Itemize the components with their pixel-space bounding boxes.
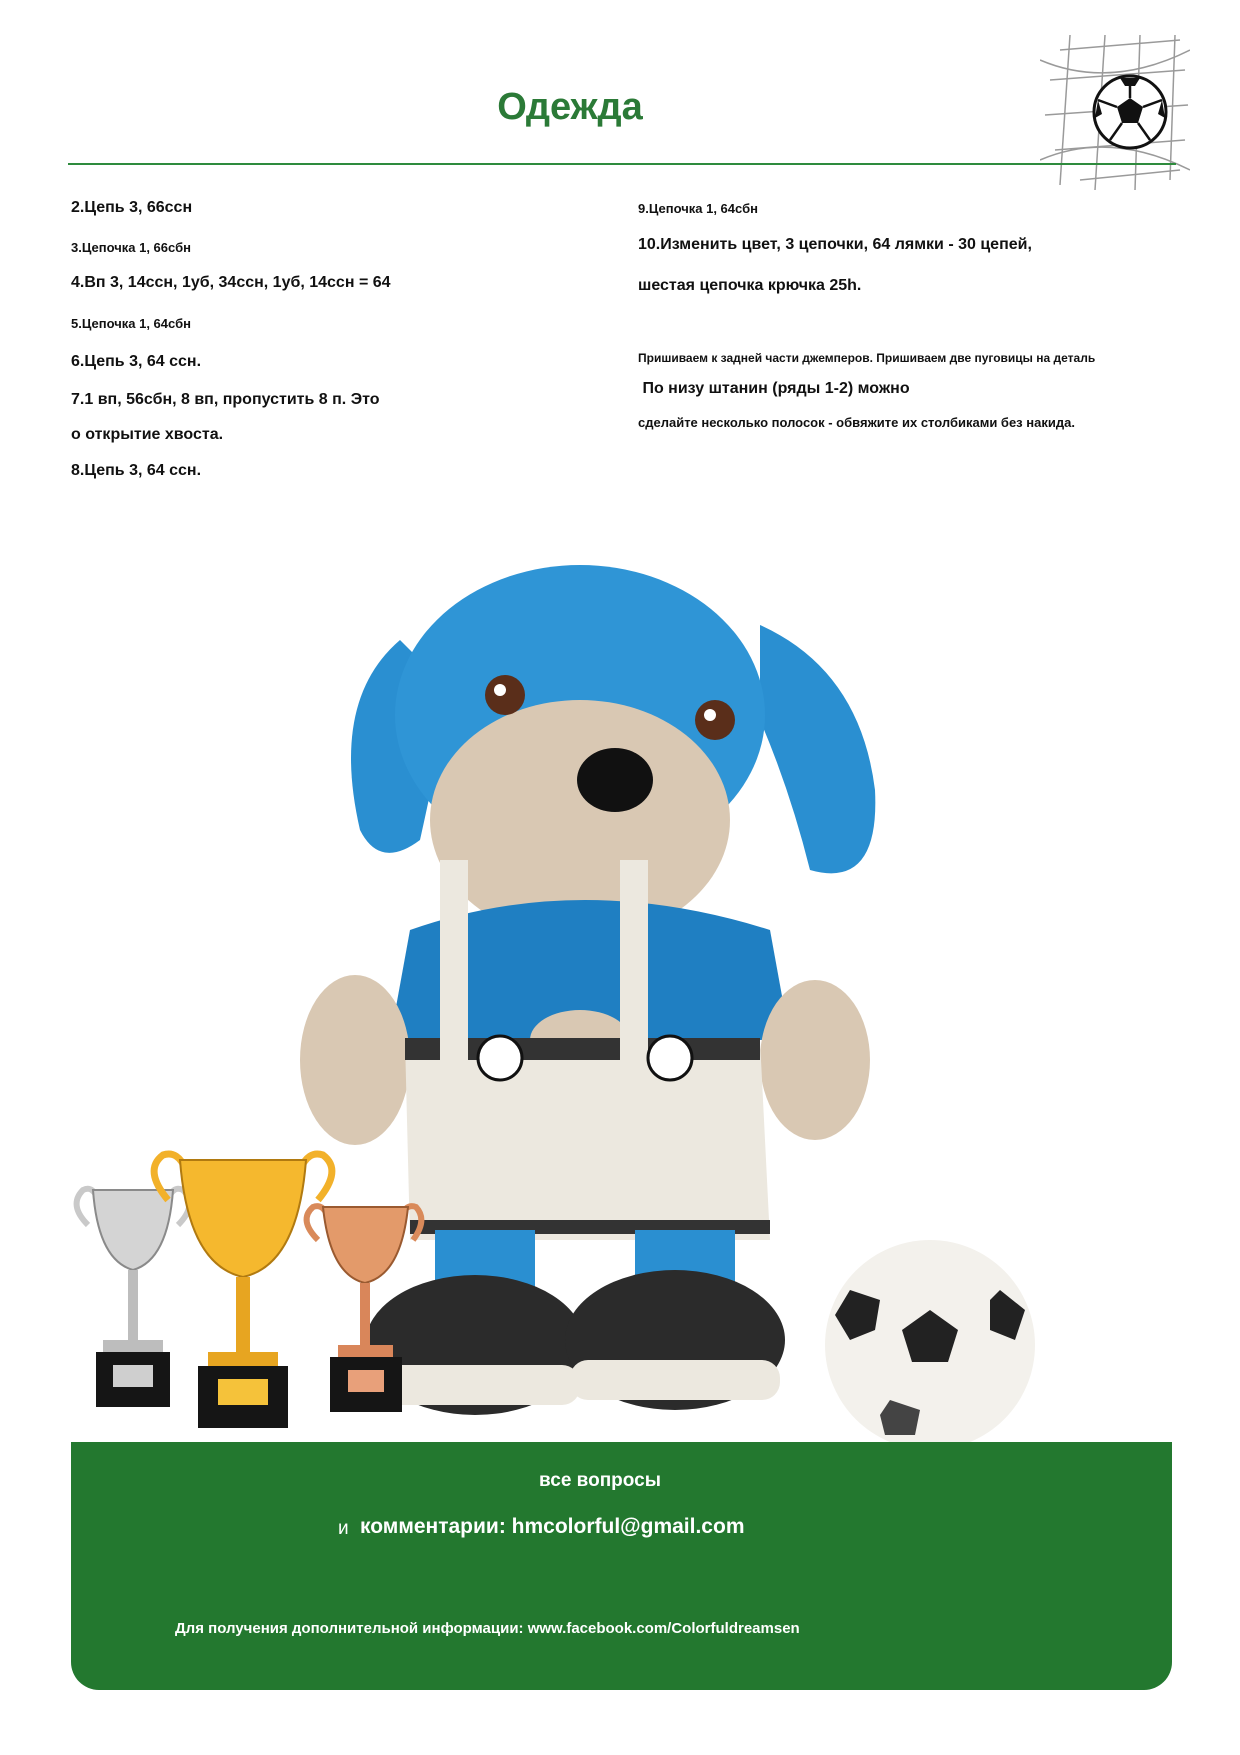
instruction-row-10-cont: шестая цепочка крючка 25h. — [638, 277, 862, 294]
instruction-row-8: 8.Цепь 3, 64 ссн. — [71, 462, 202, 479]
instruction-row-6: 6.Цепь 3, 64 ссн. — [71, 353, 202, 370]
title-divider — [68, 163, 1176, 165]
instruction-row-4: 4.Вп 3, 14ссн, 1уб, 34ссн, 1уб, 14ссн = 64 — [71, 274, 391, 291]
trophy-bronze-icon — [307, 1206, 422, 1412]
note-trouser-bottom: По низу штанин (ряды 1-2) можно — [638, 380, 910, 397]
note-sew-back: Пришиваем к задней части джемперов. Пришиваем две пуговицы на деталь — [638, 351, 1096, 365]
instruction-row-10: 10.Изменить цвет, 3 цепочки, 64 лямки - 30 цепей, — [638, 236, 1032, 253]
instruction-row-5: 5.Цепочка 1, 64сбн — [71, 316, 191, 331]
instruction-row-9: 9.Цепочка 1, 64сбн — [638, 201, 758, 216]
footer-and: и — [338, 1518, 349, 1539]
instruction-row-7-cont: о открытие хвоста. — [71, 426, 224, 443]
trophy-gold-icon — [154, 1154, 332, 1428]
trophies-illustration — [68, 1145, 428, 1435]
trophy-silver-icon — [77, 1189, 190, 1407]
instruction-row-2: 2.Цепь 3, 66ссн — [71, 199, 193, 216]
footer-email[interactable]: комментарии: hmcolorful@gmail.com — [360, 1515, 745, 1538]
footer-questions: все вопросы — [539, 1470, 661, 1491]
goal-net-icon — [1040, 30, 1190, 190]
note-stripes: сделайте несколько полосок - обвяжите их столбиками без накида. — [638, 415, 1075, 430]
footer-facebook-link[interactable]: Для получения дополнительной информации: www.facebook.com/Colorfuldreamsen — [175, 1620, 800, 1637]
page-title: Одежда — [497, 86, 643, 128]
instruction-row-7: 7.1 вп, 56сбн, 8 вп, пропустить 8 п. Это — [71, 391, 380, 408]
instruction-row-3: 3.Цепочка 1, 66сбн — [71, 240, 191, 255]
soccer-ball-icon — [1094, 76, 1166, 148]
